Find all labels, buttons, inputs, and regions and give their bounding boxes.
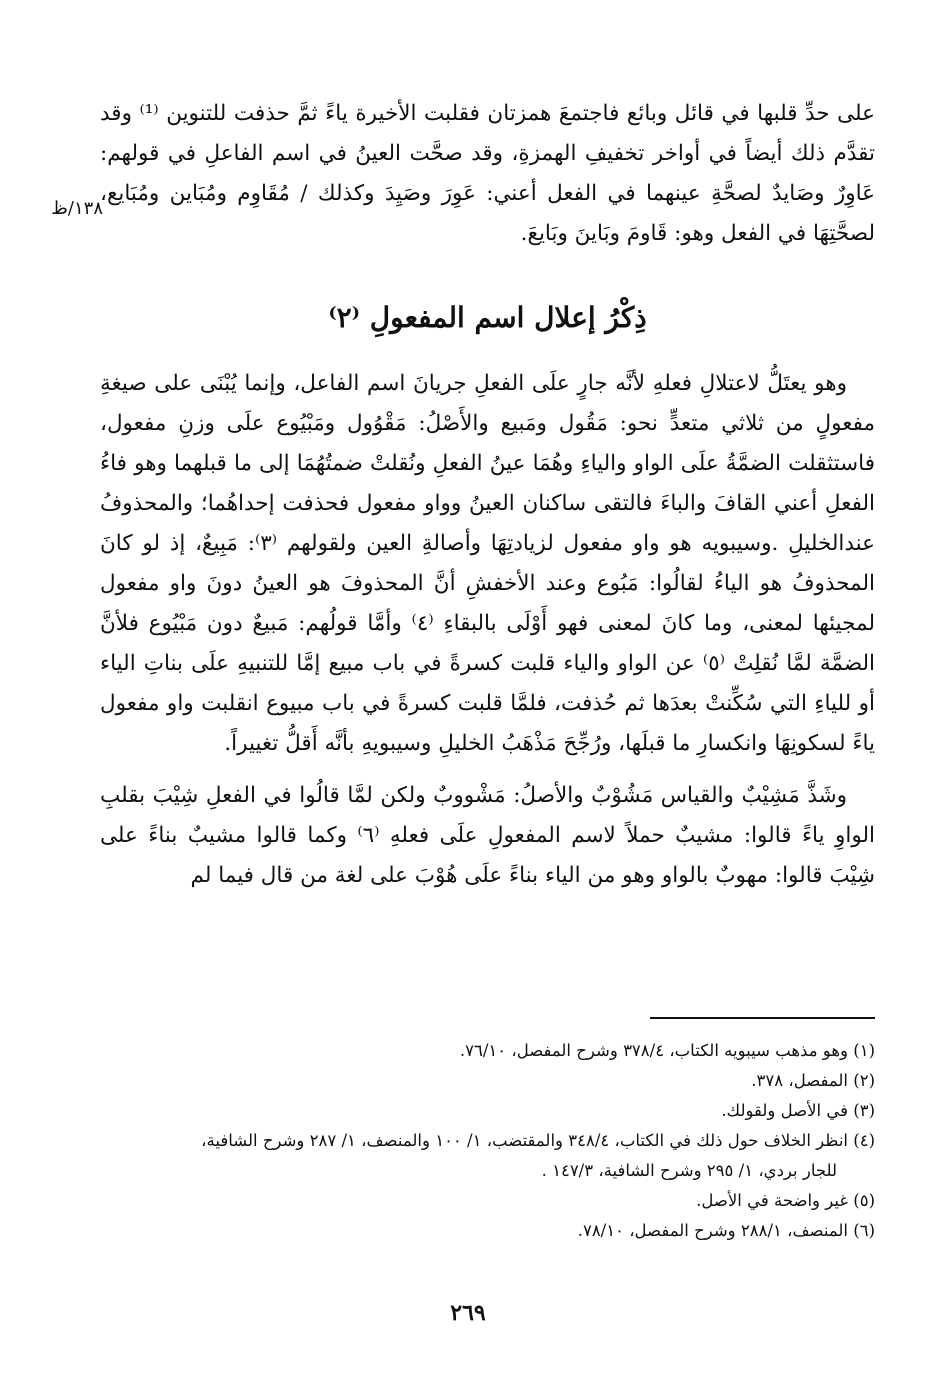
footnote-continuation: للجار بردي، ١/ ٢٩٥ وشرح الشافية، ١٤٧/٣ . xyxy=(541,1161,837,1180)
footnote-number: (٤) xyxy=(853,1131,875,1150)
footnote-number: (٢) xyxy=(853,1071,875,1090)
footnotes-list xyxy=(100,1036,875,1246)
footnote-1 xyxy=(100,1036,875,1066)
footnote-4 xyxy=(100,1126,875,1186)
footnote-3 xyxy=(100,1096,875,1126)
footnote-text: وهو مذهب سيبويه الكتاب، ٣٧٨/٤ وشرح المفصل، ٧٦/١٠. xyxy=(459,1041,848,1060)
main-body-block xyxy=(100,364,875,896)
footnote-number: (٥) xyxy=(853,1191,875,1210)
footnote-text: انظر الخلاف حول ذلك في الكتاب، ٣٤٨/٤ والمقتضب، ١/ ١٠٠ والمنصف، ١/ ٢٨٧ وشرح الشافية، xyxy=(201,1131,848,1150)
footnote-text: غير واضحة في الأصل. xyxy=(696,1191,848,1210)
footnote-separator xyxy=(650,1017,875,1019)
footnote-number: (١) xyxy=(853,1041,875,1060)
section-heading: ذِكْرُ إعلال اسم المفعولِ ⁽٢⁾ xyxy=(328,301,647,334)
body-paragraph-2: وشَذَّ مَشِيْبٌ والقياس مَشُوْبٌ والأصلُ: مَشْووبٌ ولكن لمَّا قالُوا في الفعلِ شِيْبَ بقلبِ الواوِ ياءً قالوا: مشيبٌ حملاً لاسم المفعولِ علَى فعلهِ ⁽٦⁾ وكما قالوا مشيبٌ بناءً على شِيْبَ قالوا: مهوبٌ بالواو وهو من الياء بناءً علَى هُوْبَ على لغة من قال فيما لم xyxy=(100,783,875,888)
footnote-text: المفصل، ٣٧٨. xyxy=(751,1071,848,1090)
footnote-text: المنصف، ٢٨٨/١ وشرح المفصل، ٧٨/١٠. xyxy=(577,1221,848,1240)
page-number: ٢٦٩ xyxy=(450,1300,486,1326)
footnote-5 xyxy=(100,1186,875,1216)
footnote-number: (٦) xyxy=(853,1221,875,1240)
footnote-text: في الأصل ولقولك. xyxy=(721,1101,848,1120)
manuscript-folio-marker: ١٣٨/ظ xyxy=(51,198,103,219)
footnote-number: (٣) xyxy=(853,1101,875,1120)
footnote-6 xyxy=(100,1216,875,1246)
opening-paragraph: على حدِّ قلبها في قائل وبائع فاجتمعَ همزتان فقلبت الأخيرة ياءً ثمَّ حذفت للتنوين ⁽¹⁾ وقد تقدَّم ذلك أيضاً في أواخر تخفيفِ الهمزةِ، وقد صحَّت العينُ في اسم الفاعلِ في قولهم: عَاوِرٌ وصَايدٌ لصحَّةِ عينهما في الفعل أعني: عَوِرَ وصَيِدَ وكذلك / مُقَاوِم ومُبَاين ومُبَايع، لصحَّتِهَا في الفعل وهو: قَاومَ وبَاينَ وبَايعَ. xyxy=(100,101,875,246)
opening-paragraph-block xyxy=(100,94,875,254)
footnote-2 xyxy=(100,1066,875,1096)
body-paragraph-1: وهو يعتَلُّ لاعتلالِ فعلهِ لأنَّه جارٍ علَى الفعلِ جريانَ اسم الفاعل، وإنما يُبْنَى على صيغةِ مفعولٍ من ثلاثي متعدٍّ نحو: مَقُول ومَبيع والأَصْلُ: مَقْوُول ومَبْيُوع علَى وزنِ مفعول، فاستثقلت الضمَّةُ علَى الواو والياءِ وهُمَا عينُ الفعلِ ونُقلتْ ضمتُهُمَا إلى ما قبلهما وهو فاءُ الفعلِ أعني القافَ والباءَ فالتقى ساكنان العينُ وواو مفعول فحذفت إحداهُما؛ والمحذوفُ عندالخليلِ .وسيبويه هو واو مفعول لزيادتِهَا وأصالةِ العين ولقولهم ⁽٣⁾: مَبِيعٌ، إذ لو كانَ المحذوفُ هو الياءُ لقالُوا: مَبُوع وعند الأخفشِ أنَّ المحذوفَ هو العينُ دونَ واو مفعول لمجيئها لمعنى، وما كانَ لمعنى فهو أَوْلَى بالبقاءِ ⁽٤⁾ وأمَّا قولُهم: مَبيعٌ دون مَبْيُوع فلأنَّ الضمَّة لمَّا نُقلِتْ ⁽٥⁾ عن الواو والياء قلبت كسرةً في باب مبيع إمَّا للتنبيهِ علَى بناتِ الياء أو للياءِ التي سُكِّنتْ بعدَها ثم حُذفت، فلمَّا قلبت كسرةً في باب مبيوع انقلبت واو مفعول ياءً لسكونِهَا وانكسارِ ما قبلَها، ورُجِّحَ مَذْهَبُ الخليلِ وسيبويهِ بأنَّه أَقلُّ تغييراً. xyxy=(100,371,876,756)
